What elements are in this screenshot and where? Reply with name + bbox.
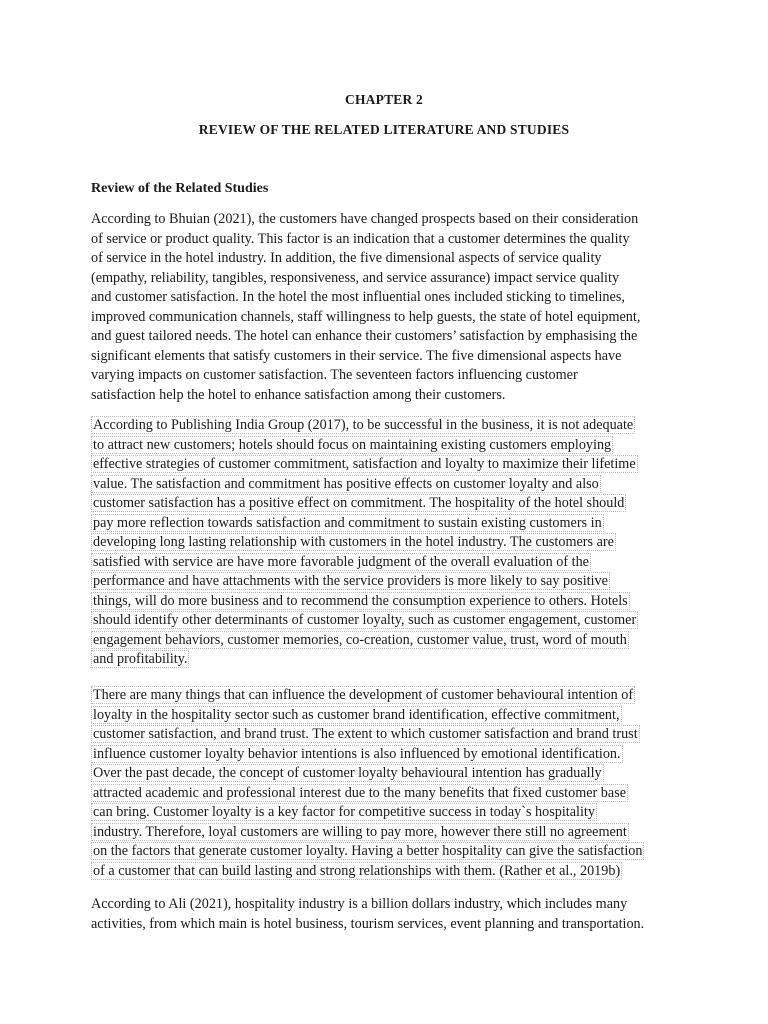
paragraph-line: and profitability. [93,651,188,667]
paragraph-line: performance and have attachments with the service providers is more likely to say positive [93,573,608,589]
paragraph-line: to attract new customers; hotels should focus on maintaining existing customers employing [93,436,612,453]
paragraph-line: According to Bhuian (2021), the customers have changed prospects based on their consideration [91,211,639,227]
paragraph [91,210,681,405]
paragraph-line: pay more reflection towards satisfaction and commitment to sustain existing customers in [93,514,602,531]
paragraph-line: significant elements that satisfy customers in their service. The five dimensional aspects have [91,347,622,364]
paragraph-line: improved communication channels, staff willingness to help guests, the state of hotel equipment, [91,308,641,325]
paragraph-line: value. The satisfaction and commitment has positive effects on customer loyalty and also [93,475,599,492]
paragraph-line: There are many things that can influence the development of customer behavioural intention of [93,687,634,703]
paragraph-line: According to Publishing India Group (2017), to be successful in the business, it is not adequate [93,417,634,433]
paragraph-line: satisfaction help the hotel to enhance satisfaction among their customers. [91,386,506,403]
paragraph-line: developing long lasting relationship with customers in the hotel industry. The customers are [93,534,614,550]
paragraph-line: of service or product quality. This factor is an indication that a customer determines the quality [91,230,630,247]
paragraph-line: industry. Therefore, loyal customers are willing to pay more, however there still no agreement [93,823,627,840]
paragraph-line: and customer satisfaction. In the hotel the most influential ones included sticking to timelines, [91,289,625,305]
paragraph-line: customer satisfaction has a positive effect on commitment. The hospitality of the hotel should [93,495,625,511]
chapter-title: REVIEW OF THE RELATED LITERATURE AND STUDIES [198,122,570,137]
paragraph [91,686,681,881]
paragraph-line: attracted academic and professional interest due to the many benefits that fixed customer base [93,784,627,801]
paragraph-line: According to Ali (2021), hospitality industry is a billion dollars industry, which includes many [91,896,628,912]
paragraph-line: satisfied with service are have more favorable judgment of the overall evaluation of the [93,553,589,570]
paragraph-line: Over the past decade, the concept of customer loyalty behavioural intention has gradually [93,765,602,781]
paragraph-line: activities, from which main is hotel business, tourism services, event planning and transportation. [91,915,645,932]
paragraph-line: of service in the hotel industry. In addition, the five dimensional aspects of service quality [91,250,602,266]
section-heading: Review of the Related Studies [91,181,269,196]
paragraph [91,895,681,934]
paragraph-line: loyalty in the hospitality sector such as customer brand identification, effective commitment, [93,706,620,723]
paragraph-line: should identify other determinants of customer loyalty, such as customer engagement, customer [93,612,637,628]
paragraph-line: and guest tailored needs. The hotel can enhance their customers’ satisfaction by emphasising the [91,328,638,344]
paragraph-line: varying impacts on customer satisfaction. The seventeen factors influencing customer [91,367,578,383]
paragraph-line: influence customer loyalty behavior intentions is also influenced by emotional identification. [93,745,621,762]
paragraph-line: on the factors that generate customer loyalty. Having a better hospitality can give the satisfaction [93,843,643,859]
paragraph-line: things, will do more business and to recommend the consumption experience to others. Hotels [93,592,628,609]
paragraph-line: customer satisfaction, and brand trust. The extent to which customer satisfaction and brand trust [93,726,638,742]
paragraph-line: of a customer that can build lasting and strong relationships with them. (Rather et al., 2019b) [93,862,621,879]
paragraph [91,416,681,670]
chapter-number: CHAPTER 2 [345,92,423,107]
paragraph-line: (empathy, reliability, tangibles, responsiveness, and service assurance) impact service quality [91,269,620,286]
paragraph-line: effective strategies of customer commitment, satisfaction and loyalty to maximize their lifetime [93,456,636,472]
paragraph-line: can bring. Customer loyalty is a key factor for competitive success in today`s hospitality [93,804,595,820]
paragraph-line: engagement behaviors, customer memories, co-creation, customer value, trust, word of mouth [93,631,627,648]
